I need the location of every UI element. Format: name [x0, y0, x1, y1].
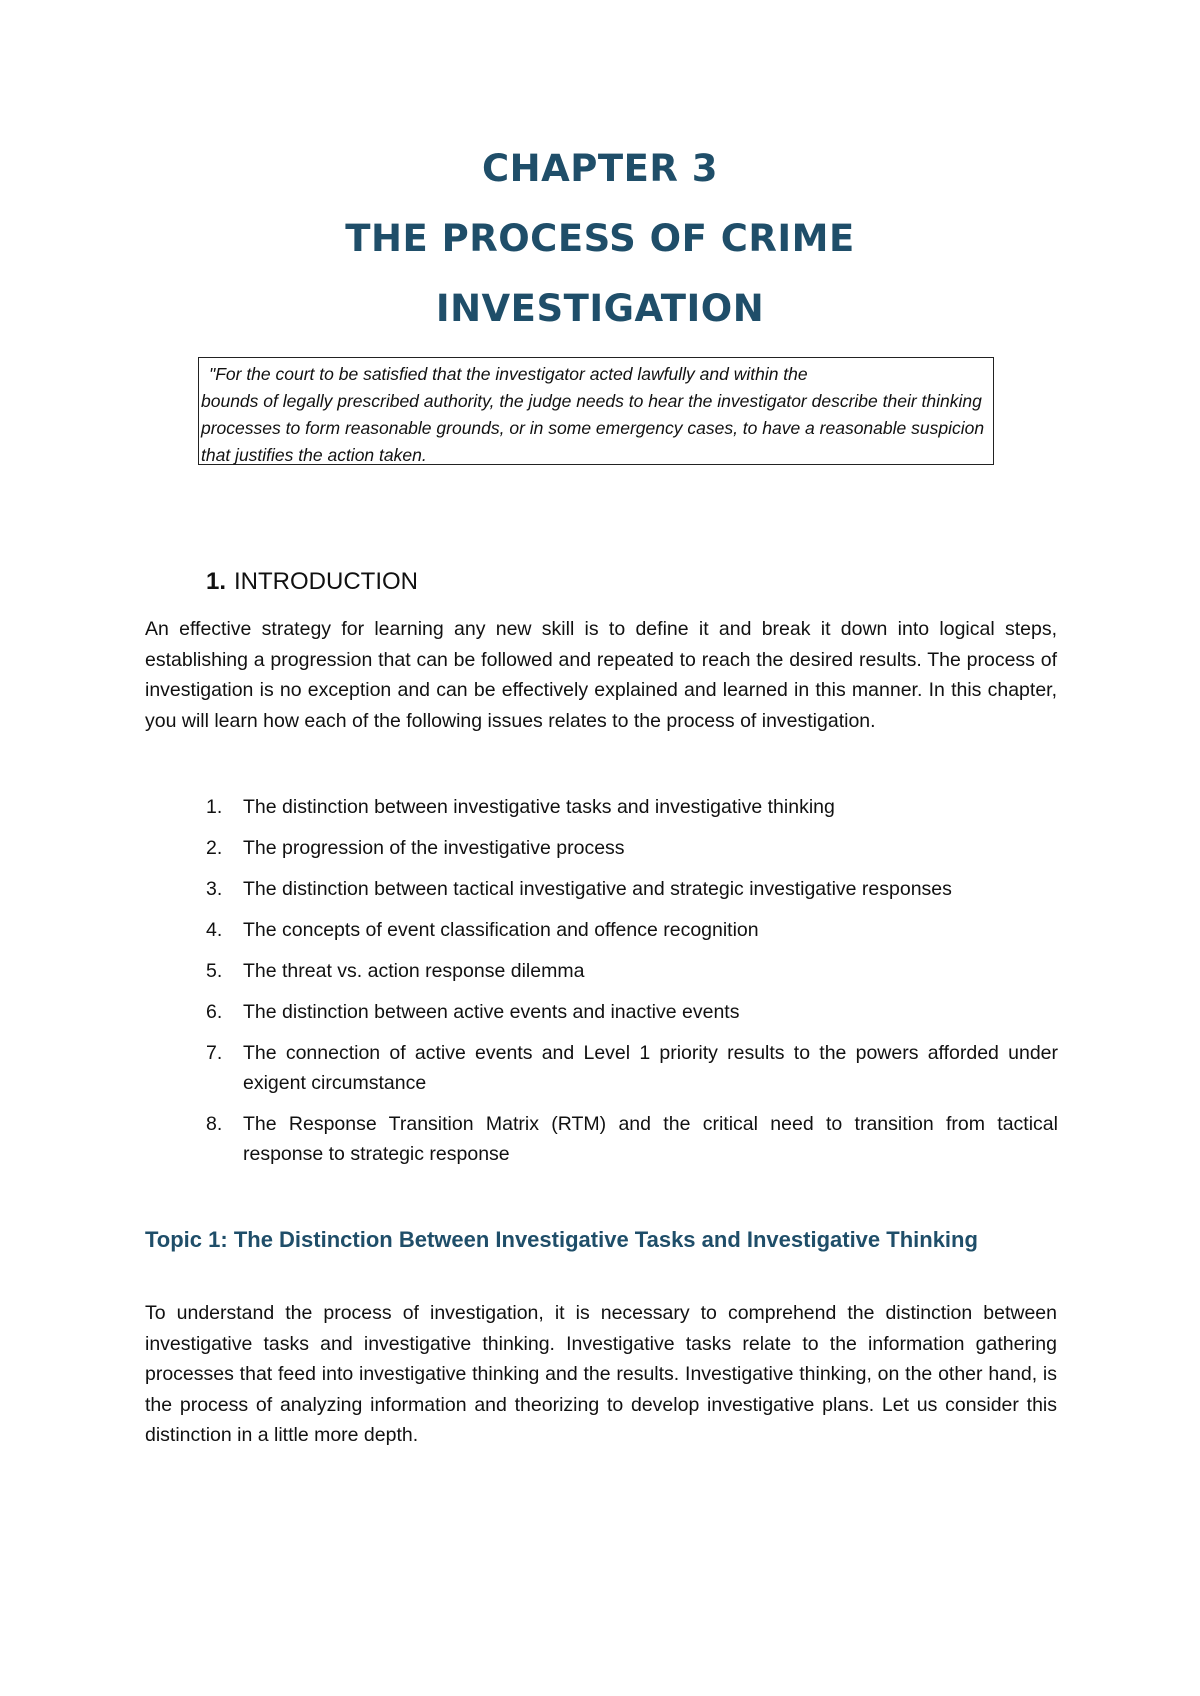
list-item	[206, 1038, 1058, 1098]
issues-list	[206, 792, 1058, 1180]
list-item-text: The Response Transition Matrix (RTM) and the critical need to transition from tactical response to strategic response	[243, 1113, 1058, 1165]
list-number: 2.	[206, 837, 223, 859]
list-number: 5.	[206, 960, 223, 982]
topic-1-paragraph: To understand the process of investigation, it is necessary to comprehend the distinction between investigative tasks and investigative thinking. Investigative tasks relate to the information gathering processes that feed into investigative thinking and the results. Investigative thinking, on the other hand, is the process of analyzing information and theorizing to develop investigative plans. Let us consider this distinction in a little more depth.	[145, 1302, 1057, 1447]
list-item-text: The distinction between active events and inactive events	[243, 1001, 740, 1023]
list-item	[206, 915, 1058, 945]
chapter-title-line-1: THE PROCESS OF CRIME	[345, 217, 855, 260]
chapter-heading	[0, 142, 1200, 352]
list-item-text: The concepts of event classification and offence recognition	[243, 919, 759, 941]
list-item-text: The connection of active events and Level 1 priority results to the powers afforded under exigent circumstance	[243, 1042, 1058, 1094]
epigraph-quote-box	[198, 357, 994, 465]
list-number: 6.	[206, 1001, 223, 1023]
list-item	[206, 874, 1058, 904]
section-heading-introduction	[206, 566, 418, 598]
list-item	[206, 833, 1058, 863]
section-title-text: INTRODUCTION	[234, 568, 418, 595]
quote-rest: bounds of legally prescribed authority, the judge needs to hear the investigator describe their thinking processes to form reasonable grounds, or in some emergency cases, to have a reasonable suspicion that justifies the action taken.	[201, 391, 985, 465]
list-number: 1.	[206, 796, 223, 818]
list-item	[206, 1109, 1058, 1169]
list-item	[206, 997, 1058, 1027]
chapter-number: CHAPTER 3	[481, 147, 718, 190]
list-item-text: The distinction between investigative tasks and investigative thinking	[243, 796, 835, 818]
list-item-text: The distinction between tactical investigative and strategic investigative responses	[243, 878, 952, 900]
list-number: 3.	[206, 878, 223, 900]
topic-1-heading: Topic 1: The Distinction Between Investigative Tasks and Investigative Thinking	[145, 1227, 978, 1252]
section-number: 1.	[206, 568, 227, 595]
list-number: 4.	[206, 919, 223, 941]
chapter-title-line-2: INVESTIGATION	[435, 287, 765, 330]
list-number: 8.	[206, 1113, 223, 1135]
introduction-paragraph: An effective strategy for learning any new skill is to define it and break it down into logical steps, establishing a progression that can be followed and repeated to reach the desired results. The process of investigation is no exception and can be effectively explained and learned in this manner. In this chapter, you will learn how each of the following issues relates to the process of investigation.	[145, 618, 1057, 732]
list-item	[206, 792, 1058, 822]
list-number: 7.	[206, 1042, 223, 1064]
list-item-text: The threat vs. action response dilemma	[243, 960, 585, 982]
list-item-text: The progression of the investigative process	[243, 837, 625, 859]
quote-first-line: "For the court to be satisfied that the investigator acted lawfully and within the	[209, 364, 808, 384]
list-item	[206, 956, 1058, 986]
